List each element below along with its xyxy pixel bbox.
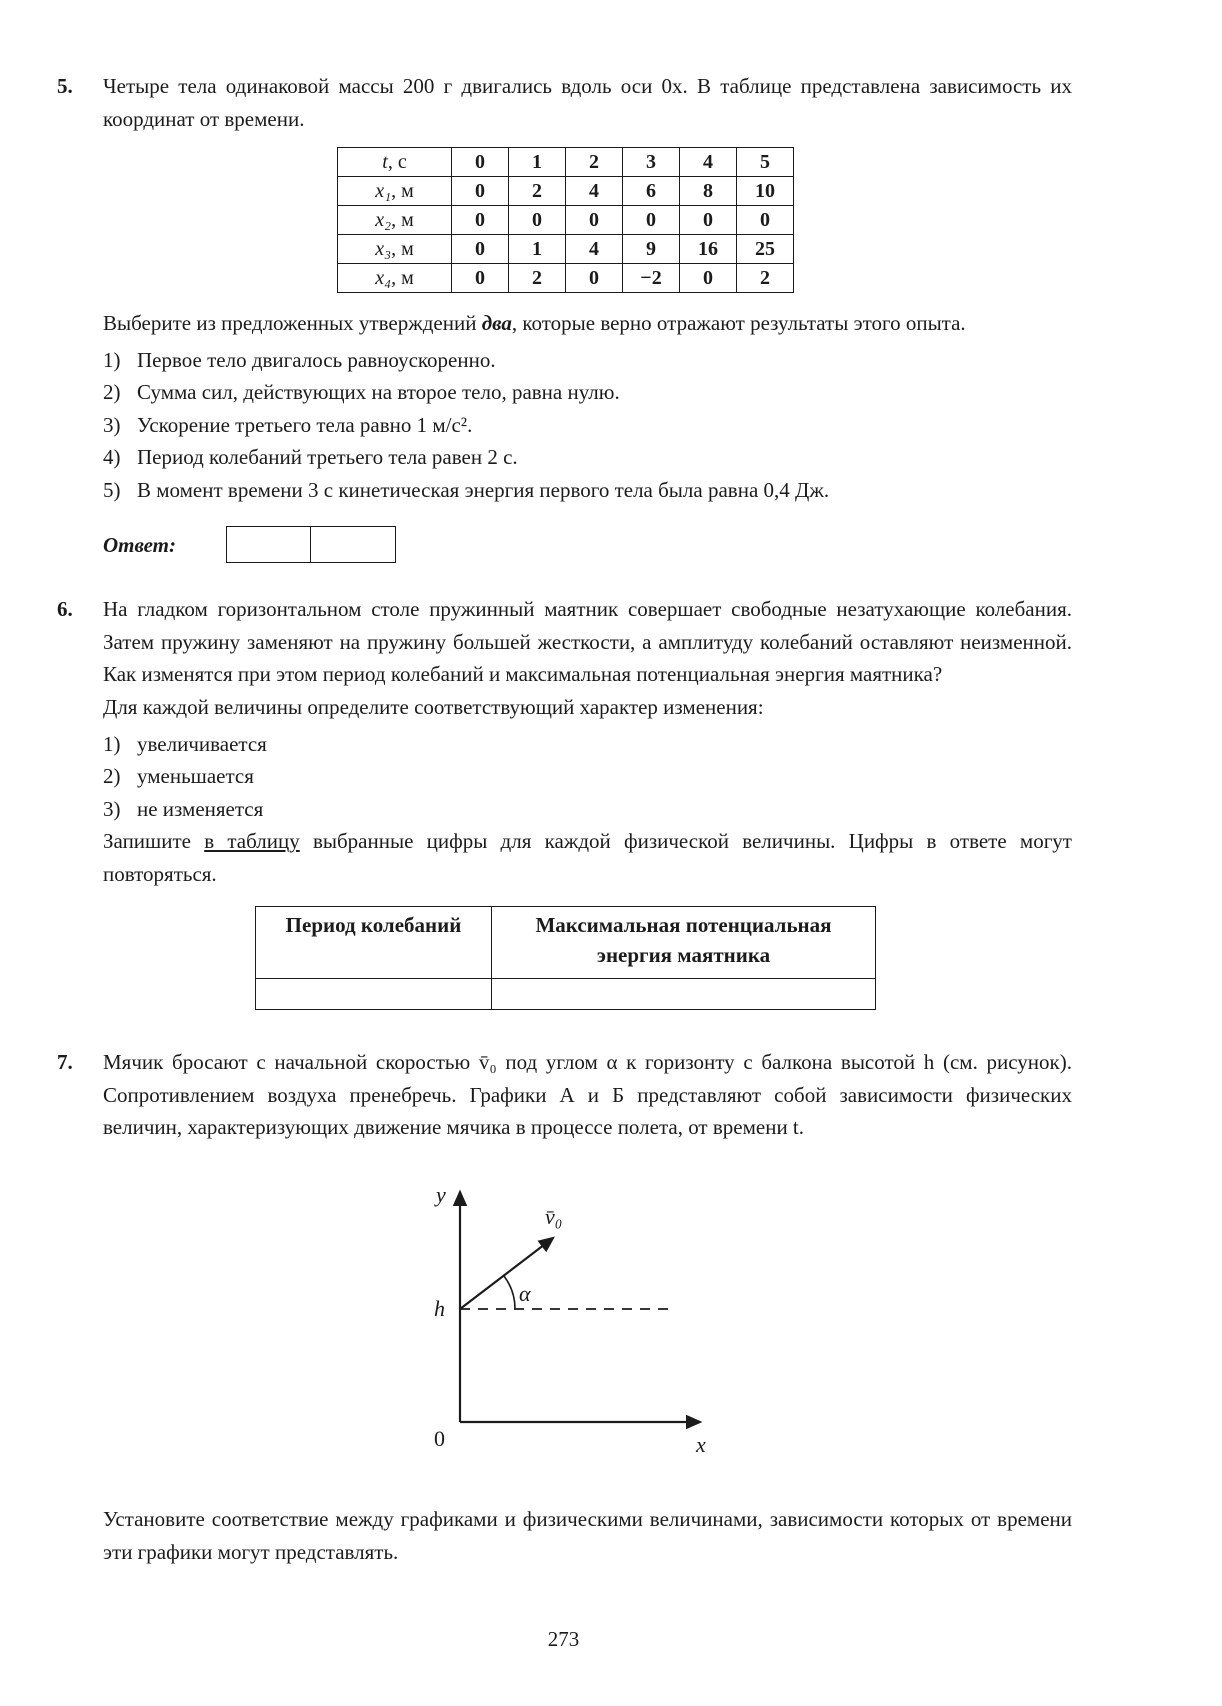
statement-2: [103, 376, 1072, 409]
statement-number: 5): [103, 477, 121, 502]
row-label: [338, 148, 452, 177]
table-cell: 0: [452, 206, 509, 235]
angle-arc: [504, 1276, 515, 1309]
option-text: увеличивается: [137, 731, 267, 756]
response-table-header-row: [256, 907, 876, 979]
problem-7-intro: Мячик бросают с начальной скоростью v̄₀ под углом α к горизонту с балкона высотой h (см. рисунок). Сопротивлением воздуха пренебречь. Графики А и Б представляют собой зависимости физических величин, характеризующих движение мячика в процессе полета, от времени t.: [103, 1050, 1072, 1140]
row-label: [338, 264, 452, 293]
problem-5-intro: Четыре тела одинаковой массы 200 г двигались вдоль оси 0x. В таблице представлена зависимость их координат от времени.: [103, 74, 1072, 131]
alpha-label: α: [519, 1280, 531, 1306]
statement-1: [103, 344, 1072, 377]
h-label: h: [434, 1295, 445, 1321]
energy-header: Максимальная потенциальная энергия маятника: [492, 907, 876, 979]
statement-3: [103, 409, 1072, 442]
row-variable: x₂: [375, 209, 392, 232]
row-label: [338, 206, 452, 235]
table-cell: 0: [452, 264, 509, 293]
option-text: уменьшается: [137, 764, 254, 789]
page-number: 273: [547, 1627, 580, 1652]
option-text: не изменяется: [137, 796, 264, 821]
answer-cell-1: [226, 526, 311, 563]
table-row: [338, 264, 794, 293]
statement-text: Сумма сил, действующих на второе тело, равна нулю.: [137, 380, 620, 405]
table-cell: 10: [737, 177, 794, 206]
statement-number: 3): [103, 412, 121, 437]
table-cell: 0: [566, 264, 623, 293]
row-unit: , м: [391, 180, 414, 203]
table-row: [338, 177, 794, 206]
problem-7: [57, 1046, 1072, 1568]
statement-number: 2): [103, 380, 121, 405]
option-2: [103, 760, 1072, 793]
x-axis-label: x: [696, 1431, 706, 1457]
table-cell: 1: [509, 148, 566, 177]
table-cell: 0: [452, 177, 509, 206]
problem-6-prompt: Для каждой величины определите соответствующий характер изменения:: [103, 695, 764, 720]
answer-box: [226, 526, 396, 563]
row-variable: x₃: [375, 238, 392, 261]
choose-prefix: Выберите из предложенных утверждений: [103, 311, 482, 336]
v0-label: v̄₀: [545, 1203, 563, 1229]
choose-suffix: , которые верно отражают результаты этого опыта.: [511, 311, 966, 336]
table-cell: 2: [566, 148, 623, 177]
row-unit: , м: [391, 267, 414, 290]
row-label: [338, 177, 452, 206]
table-cell: 0: [680, 264, 737, 293]
table-cell: 0: [680, 206, 737, 235]
table-row: [338, 235, 794, 264]
problem-6-number: 6.: [57, 597, 73, 622]
row-variable: t: [382, 151, 388, 174]
table-cell: 0: [509, 206, 566, 235]
table-cell: 0: [452, 148, 509, 177]
row-unit: , м: [391, 209, 414, 232]
table-cell: 4: [680, 148, 737, 177]
answer-cell-2: [311, 526, 396, 563]
problem-5-statements: [103, 344, 1072, 507]
table-cell: 5: [737, 148, 794, 177]
option-3: [103, 793, 1072, 826]
table-row: [338, 148, 794, 177]
response-table: [255, 906, 876, 1010]
table-cell: 0: [737, 206, 794, 235]
y-axis-label: y: [436, 1181, 446, 1207]
projectile-figure: [418, 1172, 728, 1482]
table-cell: −2: [623, 264, 680, 293]
table-cell: 1: [509, 235, 566, 264]
table-cell: 16: [680, 235, 737, 264]
problem-6-note: [103, 825, 1072, 890]
table-cell: 0: [566, 206, 623, 235]
response-table-answer-row: [256, 979, 876, 1010]
origin-label: 0: [434, 1425, 445, 1451]
problem-5-choose-line: [103, 307, 1072, 340]
row-variable: x₄: [375, 267, 392, 290]
table-cell: 9: [623, 235, 680, 264]
option-number: 1): [103, 731, 121, 756]
answer-label: Ответ:: [103, 532, 176, 557]
velocity-vector: [460, 1238, 553, 1309]
option-number: 2): [103, 764, 121, 789]
problem-5: [57, 70, 1072, 563]
table-cell: 2: [509, 264, 566, 293]
statement-number: 1): [103, 347, 121, 372]
table-cell: 0: [452, 235, 509, 264]
statement-4: [103, 441, 1072, 474]
problem-6-intro: На гладком горизонтальном столе пружинный маятник совершает свободные незатухающие колебания. Затем пружину заменяют на пружину большей жесткости, а амплитуду колебаний оставляют неизменной. Как изменятся при этом период колебаний и максимальная потенциальная энергия маятника?: [103, 597, 1072, 687]
table-cell: 3: [623, 148, 680, 177]
energy-answer-cell: [492, 979, 876, 1010]
row-unit: , м: [391, 238, 414, 261]
row-variable: x₁: [375, 180, 392, 203]
option-1: [103, 728, 1072, 761]
coordinates-table: [337, 147, 794, 293]
note-suffix: выбранные цифры для каждой физической величины. Цифры в ответе могут повторяться.: [103, 829, 1072, 886]
problem-7-number: 7.: [57, 1050, 73, 1075]
row-unit: , с: [387, 151, 407, 174]
statement-text: Первое тело двигалось равноускоренно.: [137, 347, 496, 372]
statement-number: 4): [103, 445, 121, 470]
statement-text: В момент времени 3 с кинетическая энергия первого тела была равна 0,4 Дж.: [137, 477, 830, 502]
period-header: Период колебаний: [256, 907, 492, 979]
note-underlined: в таблицу: [204, 829, 300, 854]
statement-text: Период колебаний третьего тела равен 2 с.: [137, 445, 518, 470]
problem-6-body: [103, 593, 1072, 1016]
statement-text: Ускорение третьего тела равно 1 м/с².: [137, 412, 473, 437]
note-prefix: Запишите: [103, 829, 205, 854]
problem-5-body: [103, 70, 1072, 563]
table-cell: 6: [623, 177, 680, 206]
table-row: [338, 206, 794, 235]
option-number: 3): [103, 796, 121, 821]
table-cell: 4: [566, 235, 623, 264]
table-cell: 0: [623, 206, 680, 235]
projectile-figure-svg: [418, 1172, 728, 1472]
table-cell: 2: [737, 264, 794, 293]
problem-6-options: [103, 728, 1072, 826]
table-cell: 4: [566, 177, 623, 206]
answer-row: [103, 526, 1072, 563]
choose-emphasis: два: [481, 311, 512, 336]
problem-5-number: 5.: [57, 74, 73, 98]
period-answer-cell: [256, 979, 492, 1010]
problem-6: [57, 593, 1072, 1016]
problem-7-outro: Установите соответствие между графиками и физическими величинами, зависимости которых от времени эти графики могут представлять.: [103, 1507, 1072, 1564]
table-cell: 8: [680, 177, 737, 206]
table-cell: 2: [509, 177, 566, 206]
problem-7-body: [103, 1046, 1072, 1568]
table-cell: 25: [737, 235, 794, 264]
row-label: [338, 235, 452, 264]
statement-5: [103, 474, 1072, 507]
